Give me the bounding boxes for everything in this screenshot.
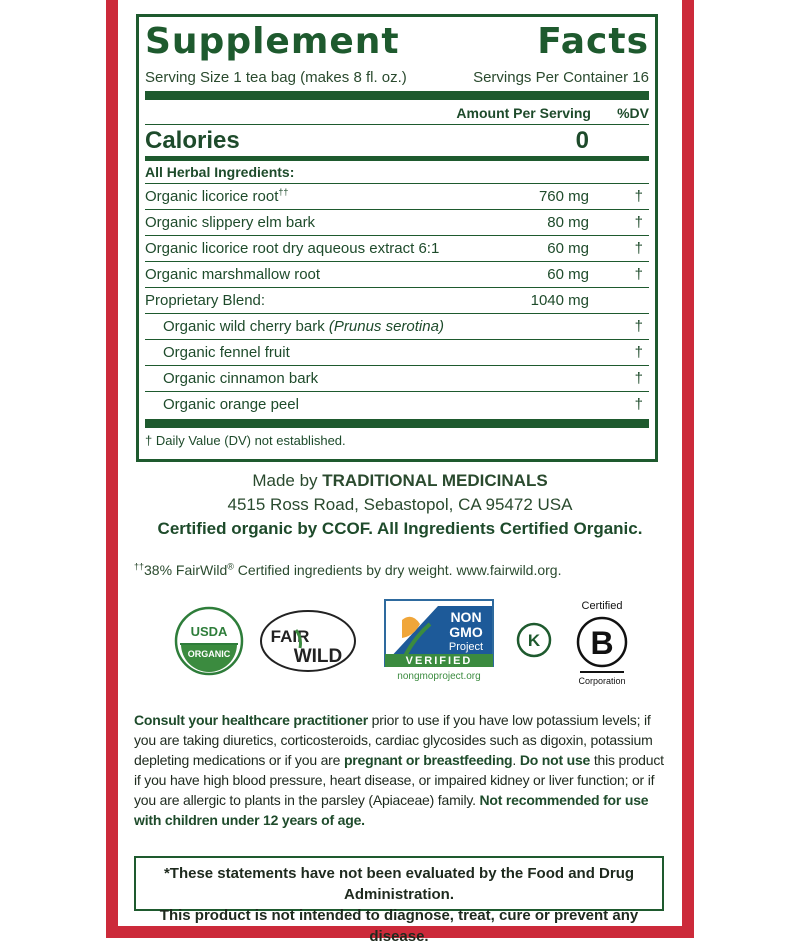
label-border-left [106,0,118,938]
ingredient-dv: † [634,188,643,205]
usda-top-text: USDA [190,624,228,639]
nongmo-line3: Project [448,641,484,653]
double-dagger-mark: †† [134,561,145,572]
warning-part: this product if you have high blood pressure, heart disease, or impaired kidney or liver function; or if you are allergic to plants in the parsley (Apiaceae) family. [134,752,664,808]
bcorp-top-text: Certified [581,600,623,612]
fairwild-icon [258,608,358,674]
ingredient-amount: 1040 mg [530,292,589,309]
calories-label: Calories [145,127,240,154]
amount-header: Amount Per Serving [456,105,591,121]
bcorp-bottom-text: Corporation [578,676,626,686]
ingredient-dv: † [634,396,643,413]
fairwild-text-top: FAIR [270,627,310,646]
supplement-facts-panel [136,14,658,462]
ingredient-amount [479,340,591,365]
company-address: 4515 Ross Road, Sebastopol, CA 95472 USA [227,495,573,514]
organic-certification: Certified organic by CCOF. All Ingredients Certified Organic. [157,519,643,538]
nongmo-url: nongmoproject.org [397,671,481,682]
kosher-icon [516,622,552,658]
latin-name: (Prunus serotina) [328,318,444,335]
warning-children: Not recommended for use with children under 12 years of age. [134,792,649,828]
ingredient-dv [591,288,649,313]
warning-part: . [512,752,520,768]
company-name: TRADITIONAL MEDICINALS [322,471,548,490]
bcorp-letter: B [590,625,614,661]
warning-pregnant: pregnant or breastfeeding [343,752,513,768]
ingredients-header: All Herbal Ingredients: [145,164,295,180]
blend-ingredient-row [145,339,649,365]
blend-ingredient-row [145,391,649,417]
blend-ingredient-row [145,365,649,391]
ingredient-row [145,261,649,287]
ingredient-name: Organic wild cherry bark [163,318,325,335]
ingredient-dv: † [634,318,643,335]
ingredient-name: Organic slippery elm bark [145,214,316,231]
disclaimer-line2: This product is not intended to diagnose, treat, cure or prevent any disease. [159,907,639,945]
ingredient-name: Organic marshmallow root [145,266,321,283]
column-header [145,102,649,124]
serving-size: Serving Size 1 tea bag (makes 8 fl. oz.) [145,69,407,86]
fairwild-text-b: Certified ingredients by dry weight. www.fairwild.org. [233,562,562,578]
made-by-prefix: Made by [252,471,323,490]
fairwild-text-a: 38% FairWild [144,562,228,578]
divider-thick [145,419,649,428]
ingredient-dv: † [634,214,643,231]
usda-bottom-text: ORGANIC [187,649,231,659]
non-gmo-project-icon [382,598,498,686]
ingredient-name: Organic cinnamon bark [163,370,319,387]
ingredient-row [145,209,649,235]
ingredient-dv: † [634,240,643,257]
disclaimer-line1: *These statements have not been evaluated by the Food and Drug Administration. [163,865,635,903]
nongmo-verified: VERIFIED [405,655,473,667]
serving-info [145,67,649,89]
servings-per-container: Servings Per Container 16 [473,69,649,86]
ingredient-name: Organic orange peel [163,396,299,413]
fairwild-note [134,560,561,580]
double-dagger-mark: †† [278,187,289,197]
ingredient-amount: 80 mg [547,214,589,231]
nongmo-line1: NON [450,609,482,625]
warning-part: prior to use if you have low potassium levels; if you are taking diuretics, corticosteroids, cardiac glycosides such as digoxin, potassium depleting medications or if you are [134,712,653,768]
calories-value: 0 [575,127,589,154]
ingredient-row [145,183,649,209]
ingredient-amount: 760 mg [538,188,589,205]
label-border-right [682,0,694,938]
made-by-line [118,470,682,492]
ingredient-name: Organic licorice root dry aqueous extract 6:1 [145,240,440,257]
fairwild-text-bottom: WILD [293,646,343,667]
ingredient-amount [479,392,591,417]
ingredient-name: Proprietary Blend: [145,292,266,309]
warning-do-not-use: Do not use [519,752,591,768]
blend-ingredient-row [145,313,649,339]
panel-title: Supplement Facts [145,21,649,62]
registered-mark: ® [227,561,234,572]
kosher-letter: K [527,631,541,650]
ingredient-amount: 60 mg [547,266,589,283]
ingredient-row [145,235,649,261]
ingredient-amount: 60 mg [547,240,589,257]
b-corp-icon [570,598,634,688]
dv-footnote: † Daily Value (DV) not established. [145,433,346,448]
ingredient-amount [479,314,591,339]
ingredient-name: Organic licorice root [145,188,279,205]
usda-organic-icon [174,606,244,676]
ingredient-dv: † [634,344,643,361]
ingredient-dv: † [634,266,643,283]
divider-thick [145,91,649,100]
warning-consult: Consult your healthcare practitioner [134,712,368,728]
proprietary-blend-row [145,287,649,313]
ingredient-amount [479,366,591,391]
fda-disclaimer [134,856,664,945]
warning-text [134,710,672,830]
certification-logos [118,598,682,686]
dv-header: %DV [617,105,649,121]
calories-row [145,125,649,156]
ingredient-dv: † [634,370,643,387]
nongmo-line2: GMO [449,624,483,640]
ingredient-name: Organic fennel fruit [163,344,290,361]
